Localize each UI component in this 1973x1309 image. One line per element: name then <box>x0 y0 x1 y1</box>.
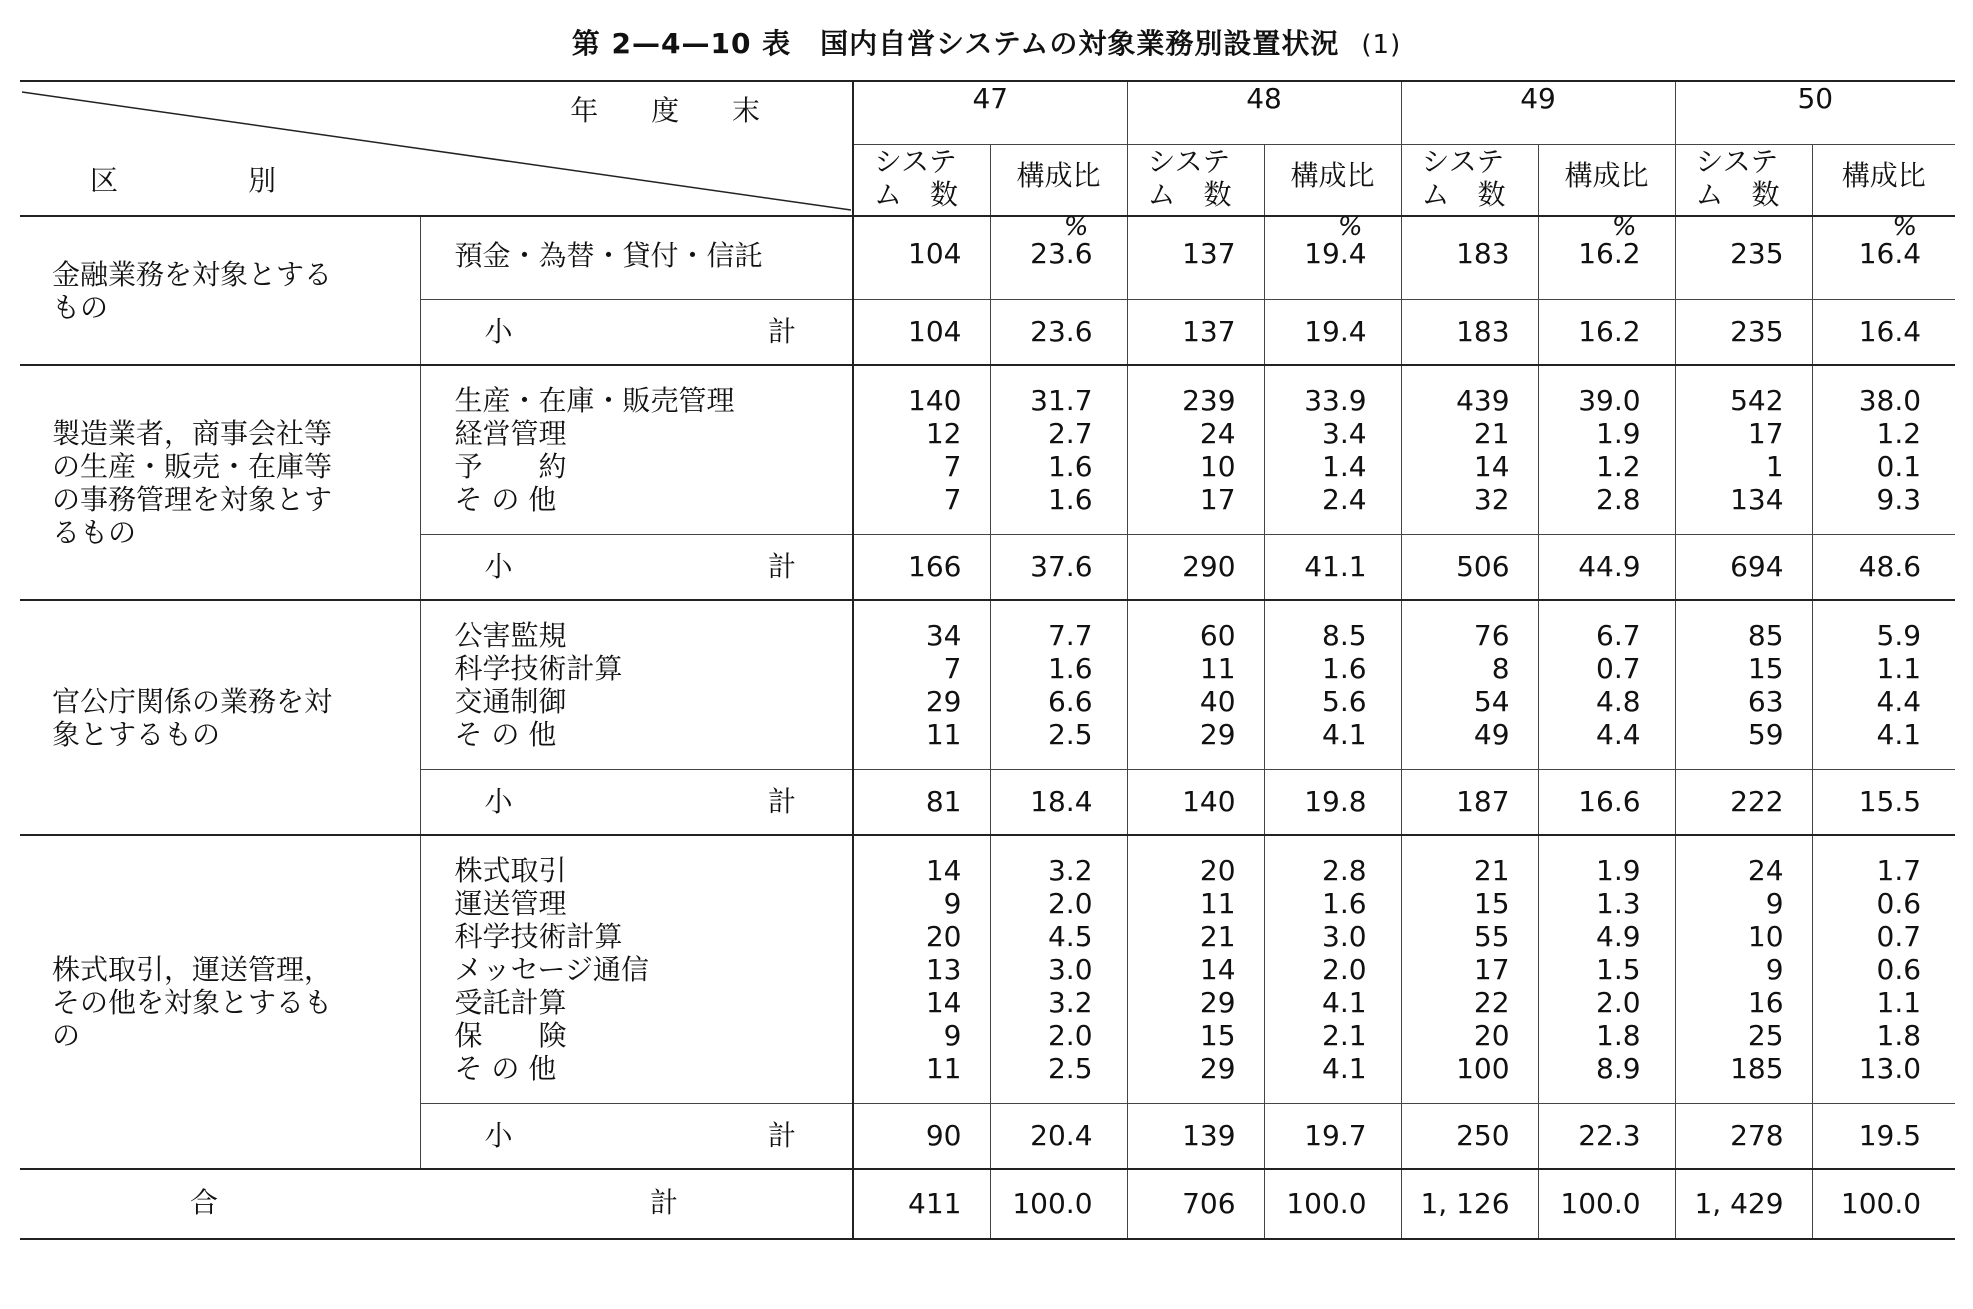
item-label: 科学技術計算 <box>454 920 623 953</box>
value: 2.0 <box>1047 887 1093 920</box>
subtotal-ratio-cell: 44.9 <box>1538 535 1675 601</box>
value: 29 <box>1199 718 1236 751</box>
value: 54 <box>1473 685 1510 718</box>
value: 239 <box>1182 384 1236 417</box>
value: 2.8 <box>1596 483 1641 516</box>
value: 8 <box>1491 652 1510 685</box>
value: 1.4 <box>1322 450 1367 483</box>
category-label: 製造業者，商事会社等 の生産・販売・在庫等 の事務管理を対象とす るもの <box>20 365 420 600</box>
colhead-ratio: 構成比 <box>1812 145 1955 217</box>
colhead-system-count: システ ム 数 <box>1675 145 1812 217</box>
title-sub: (1) <box>1361 30 1402 60</box>
data-table <box>20 80 1955 1240</box>
item-label: 運送管理 <box>454 887 567 920</box>
value: 4.9 <box>1596 920 1641 953</box>
value: 24 <box>1199 417 1236 450</box>
ratio-cell <box>1264 365 1401 535</box>
ratio-cell <box>1538 600 1675 770</box>
value: 7.7 <box>1047 619 1093 652</box>
value: 21 <box>1473 854 1510 887</box>
subtotal-count-cell: 222 <box>1675 770 1812 836</box>
ratio-cell <box>1538 365 1675 535</box>
header-corner <box>20 81 853 216</box>
colhead-system-count: システ ム 数 <box>1401 145 1538 217</box>
system-count-cell <box>853 365 990 535</box>
subtotal-ratio-cell: 19.4 <box>1264 300 1401 366</box>
value: 2.7 <box>1047 417 1093 450</box>
value: 76 <box>1473 619 1510 652</box>
value: 0.6 <box>1876 953 1922 986</box>
subtotal-count-cell: 506 <box>1401 535 1538 601</box>
ratio-cell <box>1538 212 1675 300</box>
value: 2.1 <box>1322 1019 1367 1052</box>
value: 16 <box>1747 986 1784 1019</box>
value: 9 <box>943 1019 962 1052</box>
system-count-cell <box>853 835 990 1104</box>
value: 11 <box>925 1052 962 1085</box>
value: 9.3 <box>1876 483 1922 516</box>
percent-mark: % <box>1337 212 1363 242</box>
value: 12 <box>925 417 962 450</box>
value: 24 <box>1747 854 1784 887</box>
subtotal-count-cell: 290 <box>1127 535 1264 601</box>
system-count-cell <box>1675 600 1812 770</box>
ratio-cell <box>1812 365 1955 535</box>
value: 11 <box>1199 887 1236 920</box>
kubetsu-label: 区 別 <box>90 164 277 197</box>
value: 1.6 <box>1322 887 1367 920</box>
item-label: 受託計算 <box>454 986 567 1019</box>
value: 1.6 <box>1047 652 1093 685</box>
subtotal-ratio-cell: 23.6 <box>990 300 1127 366</box>
subtotal-count-cell: 183 <box>1401 300 1538 366</box>
percent-mark: % <box>1892 212 1918 242</box>
system-count-cell <box>853 216 990 300</box>
value: 4.5 <box>1047 920 1093 953</box>
value: 22 <box>1473 986 1510 1019</box>
subtotal-label: 小 計 <box>420 300 853 366</box>
ratio-cell <box>1264 835 1401 1104</box>
value: 19.4 <box>1304 237 1367 270</box>
ratio-cell <box>1538 835 1675 1104</box>
item-label: 生産・在庫・販売管理 <box>454 384 735 417</box>
value: 2.8 <box>1322 854 1367 887</box>
value: 14 <box>925 986 962 1019</box>
value: 8.5 <box>1322 619 1367 652</box>
system-count-cell <box>1127 835 1264 1104</box>
system-count-cell <box>1127 216 1264 300</box>
value: 2.0 <box>1596 986 1641 1019</box>
value: 439 <box>1456 384 1510 417</box>
value: 29 <box>925 685 962 718</box>
value: 7 <box>943 652 962 685</box>
subtotal-ratio-cell: 19.5 <box>1812 1104 1955 1170</box>
colhead-ratio: 構成比 <box>1538 145 1675 217</box>
value: 10 <box>1199 450 1236 483</box>
subtotal-ratio-cell: 41.1 <box>1264 535 1401 601</box>
total-ratio-cell: 100.0 <box>1264 1169 1401 1239</box>
value: 235 <box>1730 237 1784 270</box>
value: 11 <box>925 718 962 751</box>
subtotal-count-cell: 137 <box>1127 300 1264 366</box>
system-count-cell <box>1401 835 1538 1104</box>
item-label: 株式取引 <box>454 854 567 887</box>
value: 100 <box>1456 1052 1510 1085</box>
system-count-cell <box>1675 835 1812 1104</box>
value: 17 <box>1199 483 1236 516</box>
item-labels <box>420 216 853 300</box>
value: 85 <box>1747 619 1784 652</box>
value: 4.4 <box>1596 718 1641 751</box>
group-row <box>20 835 1955 1104</box>
value: 6.7 <box>1596 619 1641 652</box>
total-count-cell: 706 <box>1127 1169 1264 1239</box>
total-label: 合 計 <box>20 1169 853 1239</box>
ratio-cell <box>1812 835 1955 1104</box>
value: 39.0 <box>1578 384 1641 417</box>
value: 7 <box>943 450 962 483</box>
value: 3.0 <box>1047 953 1093 986</box>
group-row <box>20 216 1955 300</box>
value: 16.2 <box>1578 237 1641 270</box>
value: 60 <box>1199 619 1236 652</box>
subtotal-label: 小 計 <box>420 535 853 601</box>
total-ratio-cell: 100.0 <box>990 1169 1127 1239</box>
value: 25 <box>1747 1019 1784 1052</box>
value: 20 <box>1199 854 1236 887</box>
subtotal-ratio-cell: 19.8 <box>1264 770 1401 836</box>
value: 5.9 <box>1876 619 1922 652</box>
subtotal-count-cell: 250 <box>1401 1104 1538 1170</box>
value: 1.5 <box>1596 953 1641 986</box>
subtotal-ratio-cell: 22.3 <box>1538 1104 1675 1170</box>
value: 14 <box>1473 450 1510 483</box>
subtotal-count-cell: 81 <box>853 770 990 836</box>
item-label: そ の 他 <box>454 483 557 516</box>
value: 185 <box>1730 1052 1784 1085</box>
ratio-cell <box>990 835 1127 1104</box>
system-count-cell <box>1401 365 1538 535</box>
value: 1.7 <box>1876 854 1922 887</box>
subtotal-ratio-cell: 20.4 <box>990 1104 1127 1170</box>
ratio-cell <box>990 212 1127 300</box>
value: 134 <box>1730 483 1784 516</box>
subtotal-ratio-cell: 15.5 <box>1812 770 1955 836</box>
item-label: 預金・為替・貸付・信託 <box>454 239 763 272</box>
subtotal-count-cell: 139 <box>1127 1104 1264 1170</box>
value: 32 <box>1473 483 1510 516</box>
value: 3.0 <box>1322 920 1367 953</box>
value: 55 <box>1473 920 1510 953</box>
item-labels <box>420 600 853 770</box>
ratio-cell <box>990 365 1127 535</box>
value: 1.1 <box>1876 652 1922 685</box>
value: 34 <box>925 619 962 652</box>
value: 29 <box>1199 1052 1236 1085</box>
value: 33.9 <box>1304 384 1367 417</box>
subtotal-ratio-cell: 48.6 <box>1812 535 1955 601</box>
total-ratio-cell: 100.0 <box>1812 1169 1955 1239</box>
value: 13 <box>925 953 962 986</box>
value: 13.0 <box>1858 1052 1922 1085</box>
total-count-cell: 1, 429 <box>1675 1169 1812 1239</box>
value: 1.8 <box>1596 1019 1641 1052</box>
value: 1.8 <box>1876 1019 1922 1052</box>
value: 1 <box>1765 450 1784 483</box>
year-header-49: 49 <box>1401 81 1675 145</box>
colhead-ratio: 構成比 <box>990 145 1127 217</box>
subtotal-ratio-cell: 16.6 <box>1538 770 1675 836</box>
subtotal-count-cell: 140 <box>1127 770 1264 836</box>
subtotal-count-cell: 278 <box>1675 1104 1812 1170</box>
value: 2.5 <box>1047 718 1093 751</box>
value: 4.1 <box>1322 1052 1367 1085</box>
value: 1.1 <box>1876 986 1922 1019</box>
year-header-47: 47 <box>853 81 1127 145</box>
subtotal-ratio-cell: 37.6 <box>990 535 1127 601</box>
value: 63 <box>1747 685 1784 718</box>
value: 29 <box>1199 986 1236 1019</box>
value: 1.9 <box>1596 417 1641 450</box>
value: 542 <box>1730 384 1784 417</box>
total-row <box>20 1169 1955 1239</box>
value: 20 <box>925 920 962 953</box>
total-count-cell: 411 <box>853 1169 990 1239</box>
item-label: 保 険 <box>454 1019 567 1052</box>
value: 38.0 <box>1858 384 1922 417</box>
table-title <box>0 22 1973 62</box>
ratio-cell <box>1264 600 1401 770</box>
total-ratio-cell: 100.0 <box>1538 1169 1675 1239</box>
value: 3.4 <box>1322 417 1367 450</box>
value: 1.2 <box>1876 417 1922 450</box>
item-label: そ の 他 <box>454 718 557 751</box>
subtotal-count-cell: 104 <box>853 300 990 366</box>
year-header-50: 50 <box>1675 81 1955 145</box>
item-label: メッセージ通信 <box>454 953 649 986</box>
value: 4.1 <box>1322 718 1367 751</box>
value: 15 <box>1747 652 1784 685</box>
category-label: 官公庁関係の業務を対 象とするもの <box>20 600 420 835</box>
subtotal-ratio-cell: 16.4 <box>1812 300 1955 366</box>
subtotal-label: 小 計 <box>420 1104 853 1170</box>
value: 9 <box>1765 887 1784 920</box>
value: 0.1 <box>1876 450 1922 483</box>
subtotal-ratio-cell: 19.7 <box>1264 1104 1401 1170</box>
value: 2.5 <box>1047 1052 1093 1085</box>
system-count-cell <box>1127 365 1264 535</box>
colhead-ratio: 構成比 <box>1264 145 1401 217</box>
system-count-cell <box>853 600 990 770</box>
item-label: 科学技術計算 <box>454 652 623 685</box>
value: 59 <box>1747 718 1784 751</box>
ratio-cell <box>1264 212 1401 300</box>
year-end-label: 年 度 末 <box>570 94 782 127</box>
subtotal-ratio-cell: 18.4 <box>990 770 1127 836</box>
value: 1.9 <box>1596 854 1641 887</box>
system-count-cell <box>1401 216 1538 300</box>
value: 23.6 <box>1030 237 1093 270</box>
percent-mark: % <box>1063 212 1089 242</box>
subtotal-count-cell: 235 <box>1675 300 1812 366</box>
item-label: 交通制御 <box>454 685 567 718</box>
value: 8.9 <box>1596 1052 1641 1085</box>
colhead-system-count: システ ム 数 <box>1127 145 1264 217</box>
subtotal-count-cell: 187 <box>1401 770 1538 836</box>
value: 6.6 <box>1047 685 1093 718</box>
category-label: 金融業務を対象とする もの <box>20 216 420 365</box>
value: 4.1 <box>1876 718 1922 751</box>
value: 1.6 <box>1322 652 1367 685</box>
item-label: 予 約 <box>454 450 567 483</box>
subtotal-count-cell: 90 <box>853 1104 990 1170</box>
group-row <box>20 600 1955 770</box>
value: 1.3 <box>1596 887 1641 920</box>
value: 5.6 <box>1322 685 1367 718</box>
value: 10 <box>1747 920 1784 953</box>
value: 14 <box>925 854 962 887</box>
value: 104 <box>908 237 962 270</box>
subtotal-count-cell: 694 <box>1675 535 1812 601</box>
value: 9 <box>943 887 962 920</box>
value: 21 <box>1199 920 1236 953</box>
subtotal-ratio-cell: 16.2 <box>1538 300 1675 366</box>
value: 2.0 <box>1047 1019 1093 1052</box>
value: 1.6 <box>1047 483 1093 516</box>
subtotal-count-cell: 166 <box>853 535 990 601</box>
title-main: 第 2—4—10 表 国内自営システムの対象業務別設置状況 <box>571 27 1340 60</box>
value: 4.1 <box>1322 986 1367 1019</box>
system-count-cell <box>1401 600 1538 770</box>
value: 1.2 <box>1596 450 1641 483</box>
system-count-cell <box>1127 600 1264 770</box>
value: 1.6 <box>1047 450 1093 483</box>
value: 31.7 <box>1030 384 1093 417</box>
value: 4.8 <box>1596 685 1641 718</box>
group-row <box>20 365 1955 535</box>
value: 7 <box>943 483 962 516</box>
item-label: そ の 他 <box>454 1052 557 1085</box>
value: 2.0 <box>1322 953 1367 986</box>
item-label: 公害監規 <box>454 619 567 652</box>
year-header-48: 48 <box>1127 81 1401 145</box>
percent-mark: % <box>1611 212 1637 242</box>
system-count-cell <box>1675 365 1812 535</box>
category-label: 株式取引，運送管理， その他を対象とするも の <box>20 835 420 1169</box>
value: 140 <box>908 384 962 417</box>
value: 40 <box>1199 685 1236 718</box>
value: 0.7 <box>1876 920 1922 953</box>
item-label: 経営管理 <box>454 417 567 450</box>
value: 15 <box>1473 887 1510 920</box>
value: 183 <box>1456 237 1510 270</box>
value: 17 <box>1747 417 1784 450</box>
value: 15 <box>1199 1019 1236 1052</box>
value: 2.4 <box>1322 483 1367 516</box>
total-count-cell: 1, 126 <box>1401 1169 1538 1239</box>
ratio-cell <box>990 600 1127 770</box>
value: 3.2 <box>1047 986 1093 1019</box>
value: 11 <box>1199 652 1236 685</box>
colhead-system-count: システ ム 数 <box>853 145 990 217</box>
value: 14 <box>1199 953 1236 986</box>
value: 0.7 <box>1596 652 1641 685</box>
item-labels <box>420 365 853 535</box>
subtotal-label: 小 計 <box>420 770 853 836</box>
value: 16.4 <box>1858 237 1922 270</box>
value: 137 <box>1182 237 1236 270</box>
system-count-cell <box>1675 216 1812 300</box>
value: 21 <box>1473 417 1510 450</box>
value: 17 <box>1473 953 1510 986</box>
value: 20 <box>1473 1019 1510 1052</box>
value: 3.2 <box>1047 854 1093 887</box>
ratio-cell <box>1812 212 1955 300</box>
item-labels <box>420 835 853 1104</box>
value: 49 <box>1473 718 1510 751</box>
value: 0.6 <box>1876 887 1922 920</box>
value: 9 <box>1765 953 1784 986</box>
value: 4.4 <box>1876 685 1922 718</box>
ratio-cell <box>1812 600 1955 770</box>
